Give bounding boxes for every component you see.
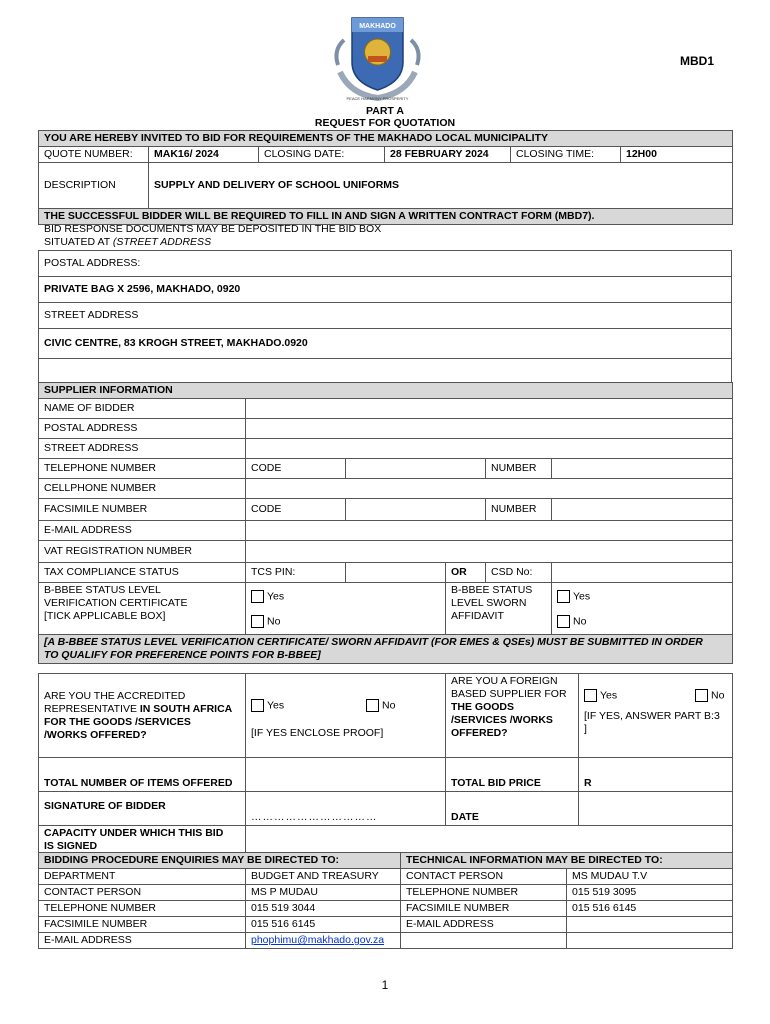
foreign-line-5: OFFERED?: [451, 727, 508, 739]
postal-address-field[interactable]: [246, 419, 733, 439]
bbbee-cert-yes-label: Yes: [267, 590, 285, 603]
enq-department-value: BUDGET AND TREASURY: [246, 869, 401, 885]
bbbee-sworn-no-checkbox[interactable]: [557, 615, 570, 628]
contract-note: THE SUCCESSFUL BIDDER WILL BE REQUIRED TO FILL IN AND SIGN A WRITTEN CONTRACT FORM (MBD7).: [39, 209, 733, 225]
telephone-code-field[interactable]: [346, 459, 486, 479]
street-address-field-label: STREET ADDRESS: [39, 439, 246, 459]
accredited-yes-label: Yes: [267, 699, 285, 712]
bbbee-note-line-2: TO QUALIFY FOR PREFERENCE POINTS FOR B-BBEE]: [44, 649, 321, 661]
foreign-no-checkbox[interactable]: [695, 689, 708, 702]
facsimile-code-label: CODE: [246, 499, 346, 521]
page-number: 1: [381, 978, 389, 992]
email-field[interactable]: [246, 521, 733, 541]
enq-telephone-label: TELEPHONE NUMBER: [39, 901, 246, 917]
accredited-no-label: No: [381, 699, 396, 712]
description-value: SUPPLY AND DELIVERY OF SCHOOL UNIFORMS: [149, 163, 733, 209]
street-address-label: STREET ADDRESS: [39, 303, 732, 329]
accredited-yes-checkbox[interactable]: [251, 699, 264, 712]
postal-address-value: PRIVATE BAG X 2596, MAKHADO, 0920: [39, 277, 732, 303]
foreign-line-1: ARE YOU A FOREIGN: [451, 675, 558, 687]
vat-field[interactable]: [246, 541, 733, 563]
logo-top-text: MAKHADO: [359, 23, 396, 30]
bbbee-certificate-label: [39, 583, 246, 635]
signature-field[interactable]: ……………………………: [246, 792, 446, 826]
representative-table: [38, 673, 733, 855]
technical-header: TECHNICAL INFORMATION MAY BE DIRECTED TO:: [401, 853, 733, 869]
tax-compliance-label: TAX COMPLIANCE STATUS: [39, 563, 246, 583]
tech-empty-value: [567, 933, 733, 949]
accredited-line-1: ARE YOU THE ACCREDITED: [44, 689, 186, 702]
closing-date-value: 28 FEBRUARY 2024: [385, 147, 511, 163]
facsimile-number-field[interactable]: [552, 499, 733, 521]
bbbee-sworn-line-1: B-BBEE STATUS: [451, 584, 533, 596]
cellphone-label: CELLPHONE NUMBER: [39, 479, 246, 499]
municipality-logo: [330, 10, 425, 105]
deposit-street-hint: (STREET ADDRESS: [112, 236, 212, 248]
postal-address-field-label: POSTAL ADDRESS: [39, 419, 246, 439]
date-field[interactable]: [579, 792, 733, 826]
bbbee-cert-line-3: [TICK APPLICABLE BOX]: [44, 610, 166, 622]
enquiries-table: [38, 852, 733, 949]
enclose-proof-note: [IF YES ENCLOSE PROOF]: [251, 726, 384, 739]
tcs-pin-field[interactable]: [346, 563, 446, 583]
enq-contact-label: CONTACT PERSON: [39, 885, 246, 901]
accredited-line-3: FOR THE GOODS /SERVICES: [44, 715, 191, 728]
enq-facsimile-label: FACSIMILE NUMBER: [39, 917, 246, 933]
foreign-no-label: No: [711, 689, 725, 702]
csd-field[interactable]: [552, 563, 733, 583]
enq-facsimile-value: 015 516 6145: [246, 917, 401, 933]
enq-contact-value: MS P MUDAU: [246, 885, 401, 901]
supplier-table: [38, 382, 733, 664]
bbbee-sworn-yes-checkbox[interactable]: [557, 590, 570, 603]
accredited-line-2: [44, 703, 240, 716]
invite-text: YOU ARE HEREBY INVITED TO BID FOR REQUIREMENTS OF THE MAKHADO LOCAL MUNICIPALITY: [39, 131, 733, 147]
foreign-yes-checkbox[interactable]: [584, 689, 597, 702]
name-of-bidder-label: NAME OF BIDDER: [39, 399, 246, 419]
tcs-pin-label: TCS PIN:: [246, 563, 346, 583]
cellphone-field[interactable]: [246, 479, 733, 499]
bbbee-cert-yes-checkbox[interactable]: [251, 590, 264, 603]
part-label: PART A: [366, 105, 404, 117]
enq-email-label: E-MAIL ADDRESS: [39, 933, 246, 949]
tech-contact-label: CONTACT PERSON: [401, 869, 567, 885]
telephone-label: TELEPHONE NUMBER: [39, 459, 246, 479]
total-price-label: TOTAL BID PRICE: [446, 758, 579, 792]
bbbee-sworn-options: [552, 583, 733, 635]
bbbee-cert-no-checkbox[interactable]: [251, 615, 264, 628]
supplier-header: SUPPLIER INFORMATION: [39, 383, 733, 399]
bbbee-cert-line-1: B-BBEE STATUS LEVEL: [44, 584, 161, 596]
bbbee-sworn-line-3: AFFIDAVIT: [451, 610, 504, 622]
facsimile-number-label: NUMBER: [486, 499, 552, 521]
total-price-field[interactable]: R: [579, 758, 733, 792]
quote-number-label: QUOTE NUMBER:: [39, 147, 149, 163]
closing-date-label: CLOSING DATE:: [259, 147, 385, 163]
accredited-line-2b: IN SOUTH AFRICA: [139, 702, 233, 715]
facsimile-code-field[interactable]: [346, 499, 486, 521]
capacity-line-2: IS SIGNED: [44, 840, 98, 852]
logo-motto: PEACE HARMONY PROSPERITY: [346, 96, 409, 101]
answer-b3-note-1: [IF YES, ANSWER PART B:3: [584, 710, 720, 723]
bbbee-cert-line-2: VERIFICATION CERTIFICATE: [44, 597, 188, 609]
accredited-no-checkbox[interactable]: [366, 699, 379, 712]
document-id: MBD1: [680, 54, 715, 68]
description-label: DESCRIPTION: [39, 163, 149, 209]
bbbee-certificate-options: [246, 583, 446, 635]
bbbee-note-line-1: [A B-BBEE STATUS LEVEL VERIFICATION CERTIFICATE/ SWORN AFFIDAVIT (FOR EMES & QSEs) MUST BE SUBMITTED IN ORDER: [44, 636, 703, 648]
accredited-line-2a: REPRESENTATIVE: [44, 702, 140, 715]
address-table: [38, 250, 732, 383]
answer-b3-note-2: ]: [584, 723, 587, 736]
street-address-field[interactable]: [246, 439, 733, 459]
bbbee-sworn-line-2: LEVEL SWORN: [451, 597, 527, 609]
closing-time-value: 12H00: [621, 147, 733, 163]
total-items-field[interactable]: [246, 758, 446, 792]
form-title: REQUEST FOR QUOTATION: [314, 117, 456, 129]
foreign-question: [446, 674, 579, 758]
csd-label: CSD No:: [486, 563, 552, 583]
foreign-line-4: /SERVICES /WORKS: [451, 714, 553, 726]
enq-email-link[interactable]: phophimu@makhado.gov.za: [246, 933, 401, 949]
name-of-bidder-field[interactable]: [246, 399, 733, 419]
bbbee-sworn-no-label: No: [573, 615, 587, 628]
foreign-line-2: BASED SUPPLIER FOR: [451, 688, 567, 700]
deposit-line-1: BID RESPONSE DOCUMENTS MAY BE DEPOSITED IN THE BID BOX: [44, 223, 382, 235]
enquiries-header: BIDDING PROCEDURE ENQUIRIES MAY BE DIRECTED TO:: [39, 853, 401, 869]
deposit-line-2: [44, 236, 381, 249]
capacity-line-1: CAPACITY UNDER WHICH THIS BID: [44, 827, 224, 839]
blank-row: [39, 359, 732, 383]
postal-address-label: POSTAL ADDRESS:: [39, 251, 732, 277]
tech-facsimile-label: FACSIMILE NUMBER: [401, 901, 567, 917]
quote-table: [38, 130, 733, 225]
accredited-line-4: /WORKS OFFERED?: [44, 728, 147, 741]
capacity-label: [39, 826, 246, 855]
total-items-label: TOTAL NUMBER OF ITEMS OFFERED: [39, 758, 246, 792]
bbbee-sworn-label: [446, 583, 552, 635]
bbbee-note: [39, 635, 733, 664]
accredited-options: [246, 674, 446, 758]
tech-email-value: [567, 917, 733, 933]
quote-number-value: MAK16/ 2024: [149, 147, 259, 163]
tech-facsimile-value: 015 516 6145: [567, 901, 733, 917]
telephone-code-label: CODE: [246, 459, 346, 479]
tech-telephone-value: 015 519 3095: [567, 885, 733, 901]
tech-telephone-label: TELEPHONE NUMBER: [401, 885, 567, 901]
tech-empty-label: [401, 933, 567, 949]
telephone-number-field[interactable]: [552, 459, 733, 479]
accredited-question: [39, 674, 246, 758]
enq-telephone-value: 015 519 3044: [246, 901, 401, 917]
enq-department-label: DEPARTMENT: [39, 869, 246, 885]
telephone-number-label: NUMBER: [486, 459, 552, 479]
foreign-options: [579, 674, 733, 758]
date-label: DATE: [446, 792, 579, 826]
tech-contact-value: MS MUDAU T.V: [567, 869, 733, 885]
tech-email-label: E-MAIL ADDRESS: [401, 917, 567, 933]
bbbee-sworn-yes-label: Yes: [573, 590, 591, 603]
or-label: OR: [446, 563, 486, 583]
bbbee-cert-no-label: No: [267, 615, 281, 628]
capacity-field[interactable]: [246, 826, 733, 855]
signature-label: SIGNATURE OF BIDDER: [39, 792, 246, 826]
email-label: E-MAIL ADDRESS: [39, 521, 246, 541]
foreign-line-3: THE GOODS: [451, 701, 515, 713]
facsimile-label: FACSIMILE NUMBER: [39, 499, 246, 521]
vat-label: VAT REGISTRATION NUMBER: [39, 541, 246, 563]
street-address-value: CIVIC CENTRE, 83 KROGH STREET, MAKHADO.0920: [39, 329, 732, 359]
closing-time-label: CLOSING TIME:: [511, 147, 621, 163]
foreign-yes-label: Yes: [600, 689, 618, 702]
deposit-situated: SITUATED AT: [44, 236, 113, 248]
